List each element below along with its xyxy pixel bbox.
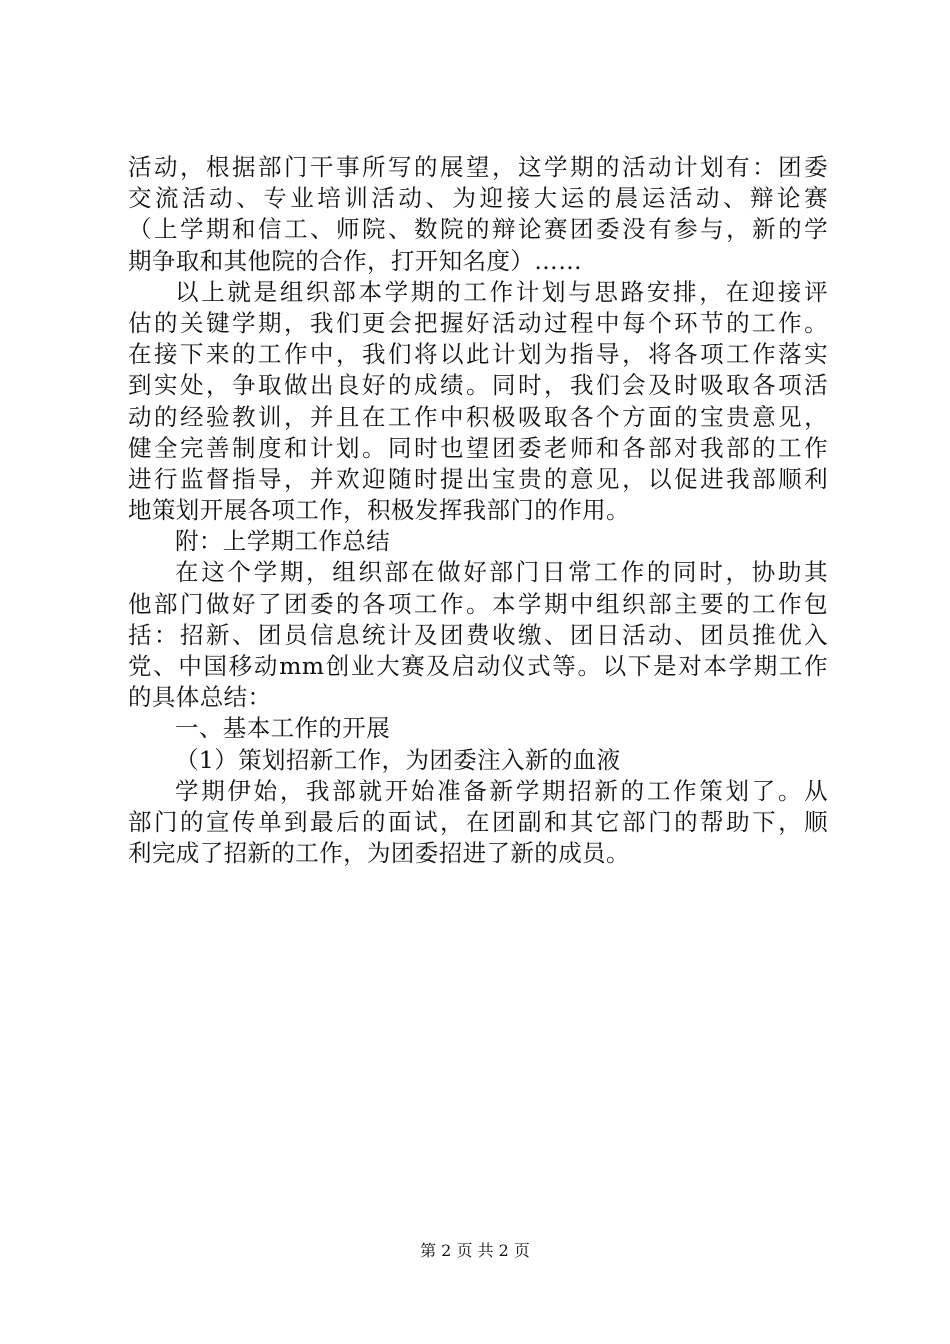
text-line: 利完成了招新的工作，为团委招进了新的成员。: [128, 839, 630, 868]
page-footer: 第 2 页 共 2 页: [420, 1241, 530, 1260]
text-line: 的具体总结：: [128, 683, 272, 712]
text-line: （上学期和信工、师院、数院的辩论赛团委没有参与，新的学: [128, 215, 828, 244]
text-line: 以上就是组织部本学期的工作计划与思路安排，在迎接评: [175, 277, 828, 306]
text-line: 地策划开展各项工作，积极发挥我部门的作用。: [128, 496, 630, 525]
text-line: 部门的宣传单到最后的面试，在团副和其它部门的帮助下，顺: [128, 807, 828, 836]
subsection-heading: （1）策划招新工作，为团委注入新的血液: [175, 745, 621, 774]
text-line: 动的经验教训，并且在工作中积极吸取各个方面的宝贵意见，: [128, 402, 828, 431]
text-line: 括：招新、团员信息统计及团费收缴、团日活动、团员推优入: [128, 620, 828, 649]
text-line: 活动，根据部门干事所写的展望，这学期的活动计划有：团委: [128, 153, 828, 181]
text-line: 学期伊始，我部就开始准备新学期招新的工作策划了。从: [175, 776, 828, 805]
text-line: 他部门做好了团委的各项工作。本学期中组织部主要的工作包: [128, 589, 828, 618]
text-line: 在这个学期，组织部在做好部门日常工作的同时，协助其: [175, 558, 828, 587]
text-line: 到实处，争取做出良好的成绩。同时，我们会及时吸取各项活: [128, 371, 828, 400]
section-heading: 附：上学期工作总结: [175, 527, 391, 556]
text-line: 健全完善制度和计划。同时也望团委老师和各部对我部的工作: [128, 433, 828, 462]
text-line: 党、中国移动mm创业大赛及启动仪式等。以下是对本学期工作: [128, 652, 828, 680]
text-line: 进行监督指导，并欢迎随时提出宝贵的意见，以促进我部顺利: [128, 464, 828, 493]
text-line: 期争取和其他院的合作，打开知名度）……: [128, 246, 583, 275]
text-line: 估的关键学期，我们更会把握好活动过程中每个环节的工作。: [128, 308, 828, 337]
document-body: [128, 152, 828, 869]
text-line: 交流活动、专业培训活动、为迎接大运的晨运活动、辩论赛: [128, 184, 828, 213]
section-heading: 一、基本工作的开展: [175, 714, 391, 743]
text-line: 在接下来的工作中，我们将以此计划为指导，将各项工作落实: [128, 340, 828, 369]
